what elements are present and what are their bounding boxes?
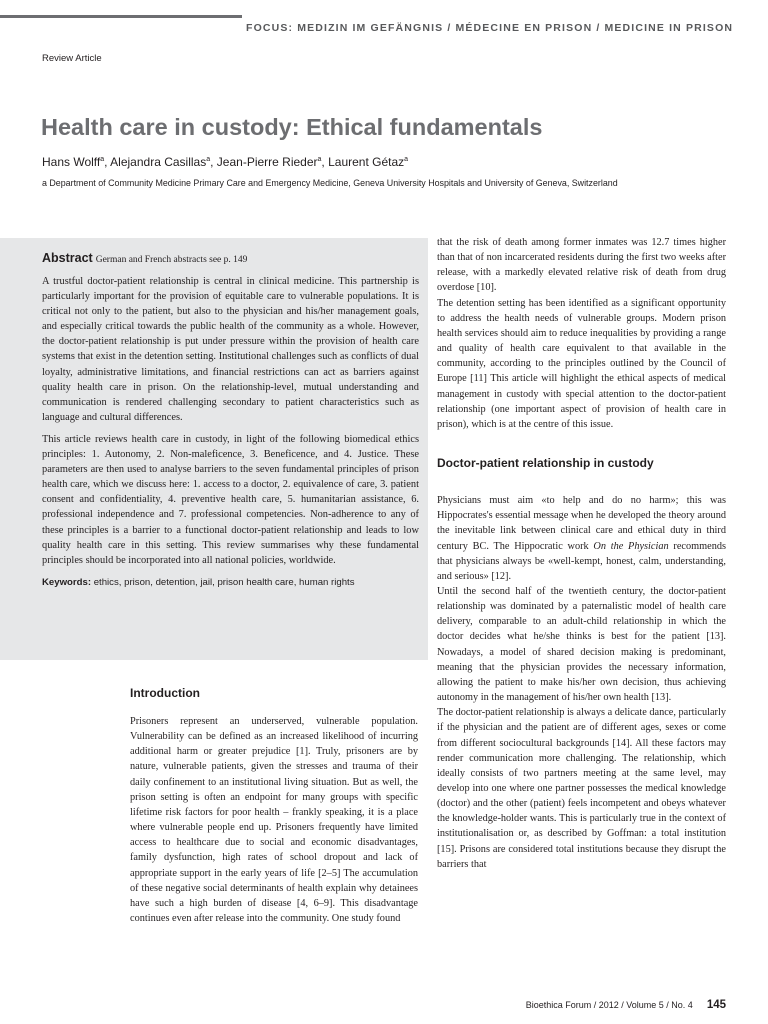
article-title: Health care in custody: Ethical fundamentals bbox=[41, 114, 543, 140]
abstract-content bbox=[42, 250, 419, 590]
author-affiliation-mark: a bbox=[317, 156, 322, 163]
body-paragraph bbox=[437, 493, 726, 584]
author-name: Alejandra Casillas bbox=[110, 155, 207, 169]
introduction-paragraph: Prisoners represent an underserved, vulnerable population. Vulnerability can be defined as an increased likelihood of incurring additional harm or greater prejudice [1]. Truly, prisoners are by nature, vulnerable patients, given the stresses and trauma of their daily confinement to an institutional living situation. But as well, the prison setting is often an endpoint for many groups with specific lifetime risk factors for poor health – frankly speaking, it is a place where vulnerable people end up. Prisoners frequently have limited access to healthcare due to social and economic disadvantages, family dysfunction, high rates of school dropout and lack of appropriate support in the early years of life [2–5] The accumulation of these negative social determinants of health explain why detainees have such a high burden of disease [4, 6–9]. This disadvantage continues even after release into the community. One study found bbox=[130, 716, 418, 925]
doctor-patient-heading: Doctor-patient relationship in custody bbox=[437, 456, 654, 471]
abstract-box bbox=[0, 238, 428, 660]
body-paragraph: The doctor-patient relationship is always a delicate dance, particularly if the physician and the patient are of different ages, sexes or come from different sociocultural backgrounds [14]. All these factors may render communication more challenging. The relationship, which ideally consists of two partners meeting at the same level, may develop into one where one partner possesses the medical knowledge (doctor) and the other (patient) feels incompetent and obeys whatever the knowledge-holder wants. This is particularly true in the context of institutionalisation or, as described by Goffman: a total institution [15]. Prisons are considered total institutions because they disrupt the barriers that bbox=[437, 707, 726, 870]
keywords bbox=[42, 575, 419, 590]
body-paragraph: The detention setting has been identified as a significant opportunity to address the health needs of vulnerable groups. Modern prison health services should aim to reduce inequalities by providing a range and quality of health care equivalent to that available in the community, according to the principles outlined by the Council of Europe [11] This article will highlight the ethical aspects of medical management in custody with special attention to the doctor-patient relationship (one important aspect of provision of health care in prison), which is at the centre of this issue. bbox=[437, 297, 726, 430]
introduction-heading: Introduction bbox=[130, 686, 200, 700]
journal-citation: Bioethica Forum / 2012 / Volume 5 / No. 4 bbox=[525, 1000, 693, 1010]
author-name: Laurent Gétaz bbox=[328, 155, 405, 169]
keywords-list: ethics, prison, detention, jail, prison health care, human rights bbox=[93, 576, 355, 588]
body-paragraph: Until the second half of the twentieth century, the doctor-patient relationship was dominated by a paternalistic model of health care delivery, comparable to an adult-child relationship in which the doctor decides what he/she thinks is best for the patient [13]. Nowadays, a model of shared decision making is predominant, meaning that the physician provides the necessary information, allowing the patient to make his/her own decision, thus achieving autonomy in the management of his/her own health [13]. bbox=[437, 585, 726, 704]
focus-header: FOCUS: MEDIZIN IM GEFÄNGNIS / MÉDECINE EN PRISON / MEDICINE IN PRISON bbox=[246, 22, 734, 34]
body-paragraph: that the risk of death among former inmates was 12.7 times higher than that of non incarcerated residents during the first two weeks after release, with a markedly elevated relative risk of death from drug overdose [10]. bbox=[437, 237, 726, 294]
abstract-paragraph: This article reviews health care in custody, in light of the following biomedical ethics principles: 1. Autonomy, 2. Non-maleficence, 3. Beneficence, and 4. Justice. These parameters are then used to analyse barriers to the seven fundamental principles of prison health care, which we discuss here: 1. access to a doctor, 2. equivalence of care, 3. patient consent and confidentiality, 4. preventive health care, 5. humanitarian assistance, 6. professional independence and 7. professional competencies. Non-adherence to any of these principles is a barrier to a functional doctor-patient relationship and leads to low quality health care in this setting. This review summarises why these fundamental principles should be incorporated into all national policies, worldwide. bbox=[42, 433, 419, 566]
author-affiliation-mark: a bbox=[206, 156, 211, 163]
article-type: Review Article bbox=[42, 53, 102, 64]
author-name: Jean-Pierre Rieder bbox=[216, 155, 318, 169]
author-name: Hans Wolff bbox=[42, 155, 101, 169]
header-rule bbox=[0, 15, 242, 18]
author-affiliation-mark: a bbox=[100, 156, 105, 163]
abstract-note: German and French abstracts see p. 149 bbox=[95, 255, 248, 265]
book-title: On the Physician bbox=[593, 540, 669, 552]
page-number: 145 bbox=[706, 999, 726, 1011]
running-header bbox=[0, 0, 768, 44]
abstract-title: Abstract bbox=[42, 251, 93, 265]
keywords-label: Keywords: bbox=[42, 576, 92, 588]
left-column bbox=[130, 685, 418, 926]
author-affiliation-mark: a bbox=[404, 156, 409, 163]
author-list: Hans Wolff$^a$, Alejandra Casillas$^a$, Jean-Pierre Rieder$^a$, Laurent Gétaz$^a$ bbox=[42, 155, 409, 169]
body-text: Physicians must aim «to help and do no harm»; this was Hippocrates's essential message when he developed the theory around the inevitable link between clinical care and ethical duty in third century BC. The Hippocratic work bbox=[437, 495, 726, 552]
abstract-paragraph: A trustful doctor-patient relationship is central in clinical medicine. This partnership is particularly important for the provision of equitable care to vulnerable populations. It is critical not only to the patient, but also to the physician and his/her management goals, and especially critical towards the public health of the community as a whole. However, the doctor-patient relationship is put under pressure within the provision of health care systems that exist in the detention setting. Institutional challenges such as conflicts of dual loyalty, administrative limitations, and financial restrictions can act as barriers against quality health care in prison. On the relationship-level, mutual understanding and communication is rendered challenging secondary to patient characteristics such as language and cultural differences. bbox=[42, 276, 419, 423]
body-text: recommends that physicians always be «well-kempt, honest, calm, understanding, and serious» [12]. bbox=[437, 540, 726, 582]
affiliation: a Department of Community Medicine Primary Care and Emergency Medicine, Geneva University Hospitals and University of Geneva, Switzerland bbox=[42, 178, 618, 188]
page-footer bbox=[0, 995, 726, 1013]
abstract-heading bbox=[42, 250, 419, 268]
right-column bbox=[437, 235, 726, 872]
